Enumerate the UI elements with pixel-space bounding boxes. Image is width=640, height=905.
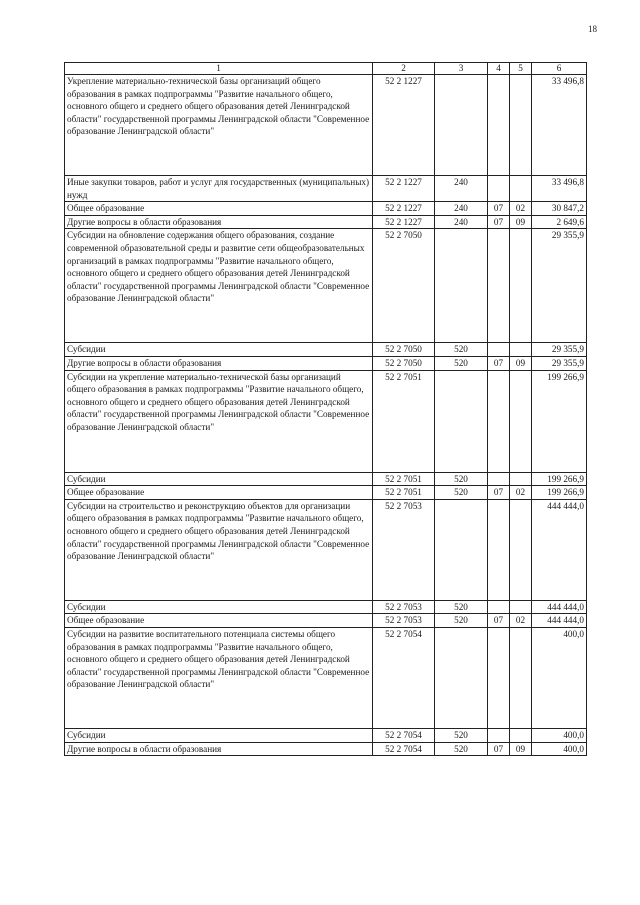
row-section: 07 [488,202,510,216]
header-col-4: 4 [488,63,510,75]
row-expense-type: 520 [435,614,488,628]
row-section [488,472,510,486]
row-section: 07 [488,215,510,229]
row-code: 52 2 7051 [373,370,435,472]
row-code: 52 2 1227 [373,176,435,202]
table-row [65,728,587,742]
table-body [65,75,587,756]
row-section [488,176,510,202]
row-amount: 33 496,8 [532,176,587,202]
row-code: 52 2 7054 [373,728,435,742]
row-name: Субсидии на укрепление материально-технической базы организаций общего образования в рамках подпрограммы "Развитие начального общего, основного общего и среднего общего образования детей Ленинградской области" государственной программы Ленинградской области "Современное образование Ленинградской области" [65,370,373,472]
row-subsection: 02 [510,486,532,500]
table-row [65,176,587,202]
row-subsection [510,343,532,357]
row-section [488,600,510,614]
header-row [65,63,587,75]
row-section [488,499,510,600]
row-amount: 30 847,2 [532,202,587,216]
row-subsection [510,75,532,176]
row-expense-type: 520 [435,343,488,357]
row-name: Субсидии [65,600,373,614]
row-subsection: 09 [510,356,532,370]
row-subsection: 09 [510,742,532,756]
row-code: 52 2 7053 [373,614,435,628]
row-section: 07 [488,486,510,500]
row-section [488,229,510,343]
row-name: Другие вопросы в области образования [65,356,373,370]
row-expense-type: 520 [435,472,488,486]
table-row [65,370,587,472]
row-amount: 29 355,9 [532,229,587,343]
row-code: 52 2 7054 [373,742,435,756]
budget-table [64,62,587,756]
row-amount: 400,0 [532,627,587,728]
row-subsection [510,499,532,600]
row-subsection [510,627,532,728]
table-row [65,627,587,728]
row-name: Субсидии на обновление содержания общего образования, создание современной образовательной среды и развитие сети общеобразовательных организаций в рамках подпрограммы "Развитие начального общего, основного общего и среднего общего образования детей Ленинградской области" государственной программы Ленинградской области "Современное образование Ленинградской области" [65,229,373,343]
row-amount: 199 266,9 [532,370,587,472]
row-code: 52 2 7050 [373,343,435,357]
row-subsection: 02 [510,202,532,216]
table-row [65,343,587,357]
row-name: Субсидии [65,343,373,357]
row-section [488,728,510,742]
table-row [65,742,587,756]
row-name: Субсидии на развитие воспитательного потенциала системы общего образования в рамках подпрограммы "Развитие начального общего, основного общего и среднего общего образования детей Ленинградской области" государственной программы Ленинградской области "Современное образование Ленинградской области" [65,627,373,728]
row-amount: 400,0 [532,728,587,742]
row-subsection [510,176,532,202]
row-expense-type: 520 [435,486,488,500]
header-col-3: 3 [435,63,488,75]
row-amount: 2 649,6 [532,215,587,229]
row-subsection [510,472,532,486]
row-section [488,370,510,472]
row-expense-type: 240 [435,215,488,229]
table-row [65,486,587,500]
row-amount: 29 355,9 [532,356,587,370]
row-section [488,75,510,176]
row-code: 52 2 7051 [373,486,435,500]
row-name: Иные закупки товаров, работ и услуг для государственных (муниципальных) нужд [65,176,373,202]
row-amount: 199 266,9 [532,486,587,500]
row-code: 52 2 7050 [373,229,435,343]
row-amount: 444 444,0 [532,600,587,614]
row-name: Субсидии на строительство и реконструкцию объектов для организации общего образования в рамках подпрограммы "Развитие начального общего, основного общего и среднего общего образования детей Ленинградской области" государственной программы Ленинградской области "Современное образование Ленинградской области" [65,499,373,600]
table-row [65,75,587,176]
row-name: Другие вопросы в области образования [65,742,373,756]
table-row [65,499,587,600]
row-expense-type [435,229,488,343]
row-section: 07 [488,356,510,370]
header-col-1: 1 [65,63,373,75]
row-section: 07 [488,742,510,756]
row-expense-type [435,499,488,600]
row-name: Субсидии [65,472,373,486]
row-name: Другие вопросы в области образования [65,215,373,229]
row-expense-type: 520 [435,356,488,370]
row-expense-type: 520 [435,742,488,756]
table-row [65,356,587,370]
row-section [488,627,510,728]
row-expense-type: 240 [435,202,488,216]
row-section: 07 [488,614,510,628]
table-row [65,229,587,343]
row-amount: 33 496,8 [532,75,587,176]
row-amount: 444 444,0 [532,614,587,628]
row-expense-type: 240 [435,176,488,202]
table-row [65,614,587,628]
row-expense-type: 520 [435,728,488,742]
row-amount: 400,0 [532,742,587,756]
table-row [65,472,587,486]
row-amount: 29 355,9 [532,343,587,357]
row-subsection [510,728,532,742]
row-subsection: 02 [510,614,532,628]
row-name: Укрепление материально-технической базы организаций общего образования в рамках подпрограммы "Развитие начального общего, основного общего и среднего общего образования детей Ленинградской области" государственной программы Ленинградской области "Современное образование Ленинградской области" [65,75,373,176]
table-row [65,600,587,614]
row-expense-type [435,627,488,728]
row-code: 52 2 7053 [373,499,435,600]
row-code: 52 2 1227 [373,215,435,229]
row-subsection: 09 [510,215,532,229]
header-col-2: 2 [373,63,435,75]
row-code: 52 2 1227 [373,202,435,216]
row-code: 52 2 7051 [373,472,435,486]
row-amount: 199 266,9 [532,472,587,486]
row-code: 52 2 7053 [373,600,435,614]
row-code: 52 2 1227 [373,75,435,176]
row-subsection [510,229,532,343]
row-expense-type [435,370,488,472]
row-code: 52 2 7054 [373,627,435,728]
row-section [488,343,510,357]
row-expense-type: 520 [435,600,488,614]
row-amount: 444 444,0 [532,499,587,600]
page-number: 18 [588,24,597,34]
row-name: Общее образование [65,614,373,628]
row-code: 52 2 7050 [373,356,435,370]
row-subsection [510,370,532,472]
header-col-6: 6 [532,63,587,75]
row-name: Общее образование [65,202,373,216]
table-header [65,63,587,75]
row-name: Общее образование [65,486,373,500]
table-row [65,202,587,216]
row-subsection [510,600,532,614]
row-name: Субсидии [65,728,373,742]
row-expense-type [435,75,488,176]
header-col-5: 5 [510,63,532,75]
table-row [65,215,587,229]
